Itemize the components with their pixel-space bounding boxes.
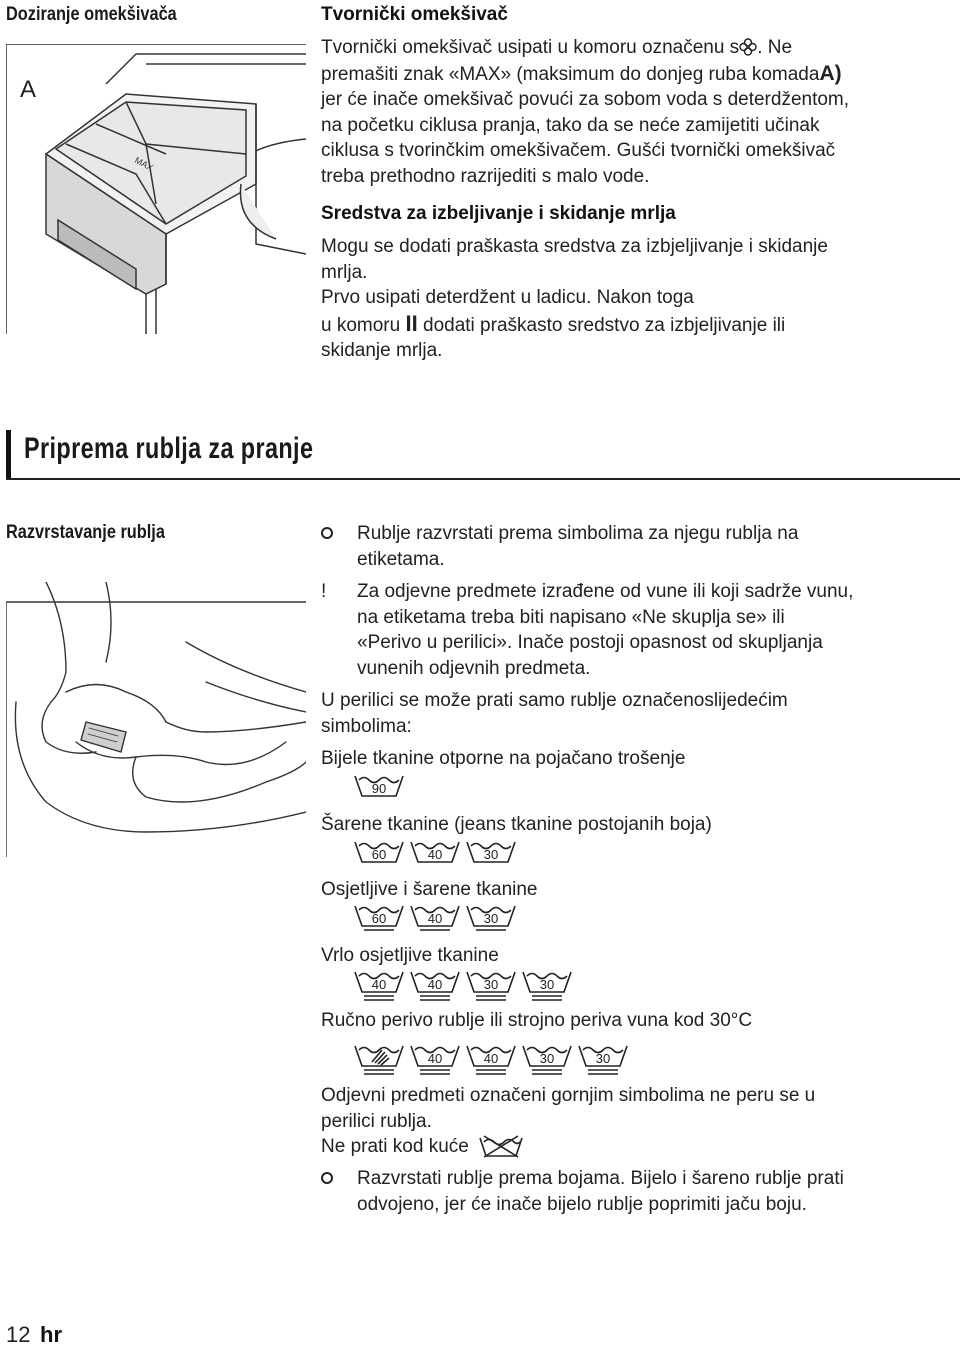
wash-tub-40-icon [464, 1040, 518, 1080]
wash-temperature-label: 40 [427, 847, 443, 862]
softener-heading: Tvornički omekšivač [321, 4, 508, 25]
bleach-line-1: Mogu se dodati praškasta sredstva za izbjeljivanje i skidanje [321, 236, 828, 257]
warning-wool [321, 579, 951, 681]
hand-wash-icon [352, 1040, 406, 1080]
sorting-title-text: Razvrstavanje rublja [6, 522, 165, 543]
wash-tub-40-icon [408, 966, 462, 1006]
hands-with-label-drawing [6, 582, 306, 857]
no-wash-label: Ne prati kod kuće [321, 1136, 469, 1157]
wash-temperature-label: 30 [595, 1051, 611, 1066]
wash-tub-40-icon [408, 900, 462, 940]
bullet2-line-1: Razvrstati rublje prema bojama. Bijelo i šareno rublje prati [357, 1168, 844, 1189]
bullet1-line-1: Rublje razvrstati prema simbolima za njegu rublja na [357, 523, 799, 544]
wash-tub-60-icon [352, 836, 406, 876]
note-line-2: perilici rublja. [321, 1110, 432, 1132]
softener-line-1b: . Ne [757, 37, 793, 58]
wash-tub-90-icon [352, 770, 406, 810]
section-title: Priprema rublja za pranje [24, 432, 314, 465]
bleach-line-4b: dodati praškasto sredstvo za izbjeljivanje ili [423, 314, 786, 336]
do-not-wash-icon [478, 1134, 524, 1158]
bullet-ring-icon [321, 521, 351, 547]
softener-mark-a: A) [819, 61, 842, 85]
bleach-line-5: skidanje mrlja. [321, 340, 443, 361]
softener-text [321, 35, 951, 189]
symbols-intro [321, 688, 951, 739]
warning-line-2: na etiketama treba biti napisano «Ne skuplja se» ili [357, 606, 785, 628]
exclusion-note [321, 1083, 951, 1160]
intro-line-1: U perilici se može prati samo rublje označenoslijedećim [321, 690, 788, 711]
page-number: 12 [6, 1322, 31, 1347]
bullet1-line-2: etiketama. [357, 548, 445, 570]
softener-line-1: Tvornički omekšivač usipati u komoru označenu s [321, 37, 740, 58]
bleach-line-2: mrlja. [321, 261, 368, 283]
wash-tub-30-icon [520, 1040, 574, 1080]
compartment-ii-mark: II [405, 310, 418, 336]
softener-line-6: treba prethodno razrijediti s malo vode. [321, 165, 650, 187]
softener-line-3: jer će inače omekšivač povući za sobom voda s deterdžentom, [321, 89, 850, 110]
wash-temperature-label: 90 [371, 781, 387, 796]
warning-line-4: vunenih odjevnih predmeta. [357, 657, 591, 679]
wash-temperature-label: 40 [427, 1051, 443, 1066]
category-1-label: Bijele tkanine otporne na pojačano trošenje [321, 748, 686, 769]
wash-temperature-label: 30 [539, 977, 555, 992]
wash-tub-30-icon [464, 966, 518, 1006]
wash-temperature-label: 30 [483, 977, 499, 992]
softener-line-4: na početku ciklusa pranja, tako da se neće zamijetiti učinak [321, 114, 820, 136]
section-divider [6, 478, 960, 480]
note-line-1: Odjevni predmeti označeni gornjim simbolima ne peru se u [321, 1085, 816, 1106]
wash-tub-30-icon [464, 836, 518, 876]
detergent-drawer-drawing [6, 44, 306, 344]
bullet2-line-2: odvojeno, jer će inače bijelo rublje poprimiti jaču boju. [357, 1193, 807, 1215]
detergent-drawer-figure [6, 44, 306, 344]
category-3-label: Osjetljive i šarene tkanine [321, 879, 538, 900]
wash-temperature-label: 40 [371, 977, 387, 992]
bleach-line-3: Prvo usipati deterdžent u ladicu. Nakon toga [321, 287, 694, 308]
wash-temperature-label: 30 [483, 847, 499, 862]
wash-tub-30-icon [576, 1040, 630, 1080]
wash-temperature-label: 30 [483, 911, 499, 926]
softener-line-5: ciklusa s tvorinčkim omekšivačem. Gušći tvornički omekšivač [321, 140, 836, 161]
dosing-title: Doziranje omekšivača [6, 4, 177, 25]
wash-tub-40-icon [352, 966, 406, 1006]
warning-line-1: Za odjevne predmete izrađene od vune ili koji sadrže vunu, [357, 581, 854, 602]
bullet-sort-colors [321, 1166, 951, 1217]
category-2-label: Šarene tkanine (jeans tkanine postojanih boja) [321, 814, 712, 835]
wash-tub-60-icon [352, 900, 406, 940]
section-bar [6, 430, 11, 478]
wash-temperature-label: 40 [427, 977, 443, 992]
category-4-label: Vrlo osjetljive tkanine [321, 945, 499, 966]
softener-line-2: premašiti znak «MAX» (maksimum do donjeg ruba komada [321, 63, 820, 85]
wash-temperature-label: 40 [483, 1051, 499, 1066]
bullet-care-symbols [321, 521, 951, 572]
bleach-line-4a: u komoru [321, 314, 401, 336]
wash-tub-30-icon [520, 966, 574, 1006]
care-label-figure [6, 582, 306, 857]
wash-temperature-label: 60 [371, 911, 387, 926]
warning-mark: ! [321, 581, 327, 602]
language-code: hr [40, 1322, 62, 1347]
wash-tub-40-icon [408, 836, 462, 876]
wash-tub-30-icon [464, 900, 518, 940]
intro-line-2: simbolima: [321, 715, 412, 737]
bleach-text [321, 234, 951, 364]
wash-temperature-label: 40 [427, 911, 443, 926]
bullet-ring-icon-2 [321, 1166, 351, 1192]
wash-temperature-label: 60 [371, 847, 387, 862]
category-5-label: Ručno perivo rublje ili strojno periva vuna kod 30°C [321, 1010, 753, 1031]
drawer-label-a: A [20, 76, 37, 103]
drawer-max-marker: MAX [133, 154, 155, 173]
wash-tub-40-icon [408, 1040, 462, 1080]
bleach-heading: Sredstva za izbeljivanje i skidanje mrlja [321, 203, 676, 224]
wash-temperature-label: 30 [539, 1051, 555, 1066]
warning-line-3: «Perivo u perilici». Inače postoji opasnost od skupljanja [357, 632, 823, 653]
flower-softener-icon [739, 38, 757, 56]
